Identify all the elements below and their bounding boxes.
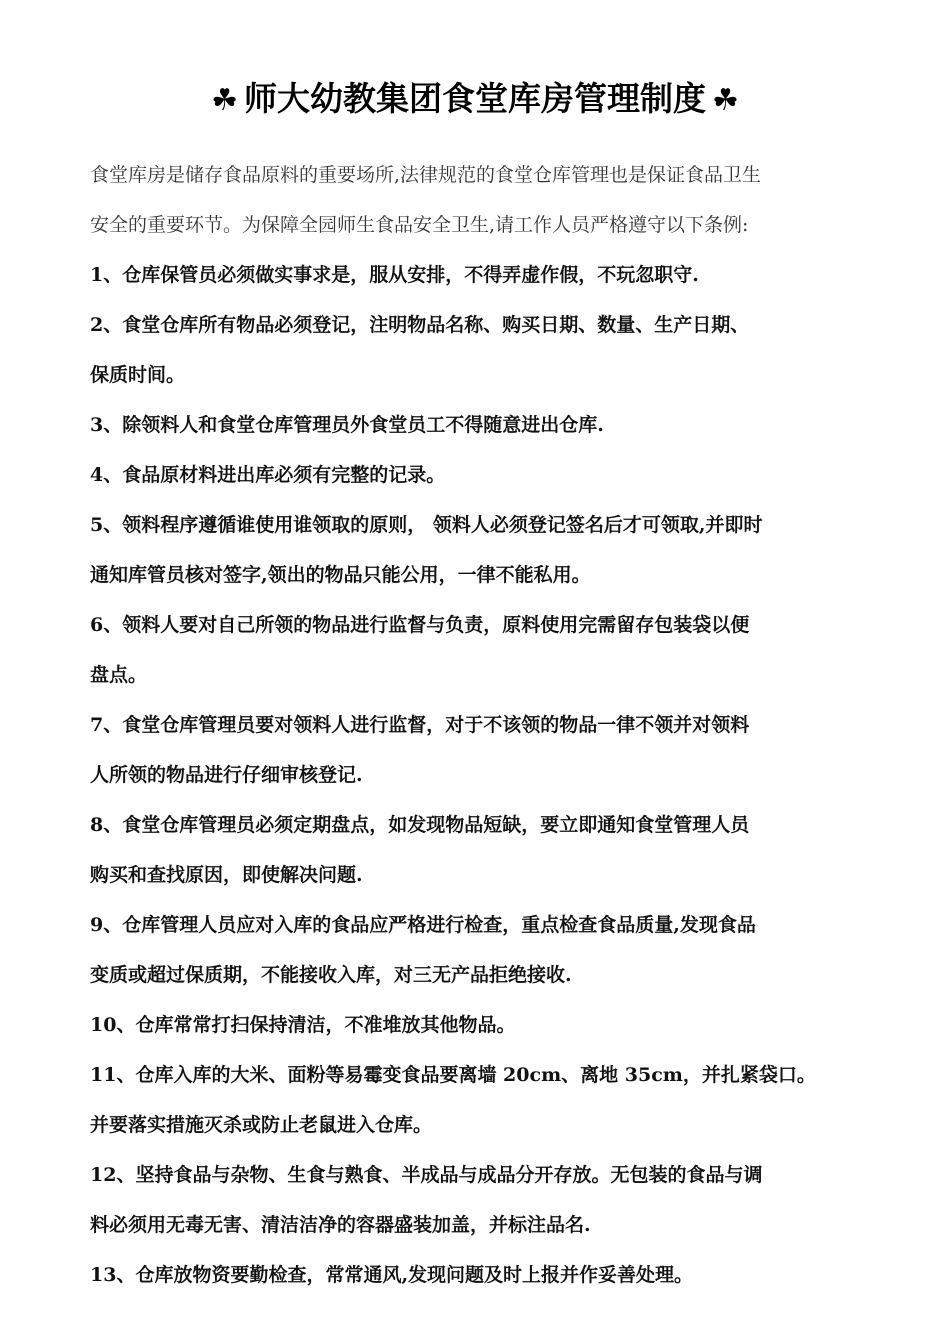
rule-line: 通知库管员核对签字,领出的物品只能公用，一律不能私用。 [90,564,591,586]
rule-line: 变质或超过保质期，不能接收入库，对三无产品拒绝接收. [90,964,572,986]
rule-line: 4、食品原材料进出库必须有完整的记录。 [90,464,446,486]
rule-item [90,800,890,900]
shamrock-icon: ☘ [712,83,739,118]
rule-line: 2、食堂仓库所有物品必须登记，注明物品名称、购买日期、数量、生产日期、 [90,314,750,336]
rule-item [90,500,890,600]
intro-line: 安全的重要环节。为保障全园师生食品安全卫生,请工作人员严格遵守以下条例: [90,214,749,236]
rule-item [90,1250,890,1300]
rule-item [90,900,890,1000]
rule-item [90,600,890,700]
rule-line: 5、领料程序遵循谁使用谁领取的原则， 领料人必须登记签名后才可领取,并即时 [90,514,763,536]
rule-line: 人所领的物品进行仔细审核登记. [90,764,363,786]
rule-line: 10、仓库常常打扫保持清洁，不准堆放其他物品。 [90,1014,516,1036]
rule-line: 1、仓库保管员必须做实事求是，服从安排，不得弄虚作假，不玩忽职守. [90,264,699,286]
rule-line: 保质时间。 [90,364,186,386]
rule-item [90,400,890,450]
document-body [90,150,890,1300]
rule-item [90,1050,890,1150]
rule-item [90,450,890,500]
shamrock-icon: ☘ [211,83,238,118]
rule-item [90,250,890,300]
rule-line: 3、除领料人和食堂仓库管理员外食堂员工不得随意进出仓库. [90,414,604,436]
rules-list [90,250,890,1300]
rule-line: 6、领料人要对自己所领的物品进行监督与负责，原料使用完需留存包装袋以便 [90,614,750,636]
rule-line: 料必须用无毒无害、清洁洁净的容器盛装加盖，并标注品名. [90,1214,591,1236]
rule-line: 7、食堂仓库管理员要对领料人进行监督，对于不该领的物品一律不领并对领料 [90,714,750,736]
rule-item [90,1150,890,1250]
rule-line: 8、食堂仓库管理员必须定期盘点，如发现物品短缺，要立即通知食堂管理人员 [90,814,750,836]
rule-item [90,1000,890,1050]
rule-line: 购买和查找原因，即使解决问题. [90,864,363,886]
rule-item [90,300,890,400]
rule-line: 盘点。 [90,664,148,686]
rule-line: 并要落实措施灭杀或防止老鼠进入仓库。 [90,1114,433,1136]
document-title [0,74,950,126]
rule-line: 9、仓库管理人员应对入库的食品应严格进行检查，重点检查食品质量,发现食品 [90,914,756,936]
title-text: 师大幼教集团食堂库房管理制度 [244,79,706,118]
rule-item [90,700,890,800]
rule-line: 11、仓库入库的大米、面粉等易霉变食品要离墙 20cm、离地 35cm，并扎紧袋口。 [90,1064,816,1086]
rule-line: 13、仓库放物资要勤检查，常常通风,发现问题及时上报并作妥善处理。 [90,1264,694,1286]
intro-line: 食堂库房是储存食品原料的重要场所,法律规范的食堂仓库管理也是保证食品卫生 [90,164,762,186]
intro-paragraph [90,150,890,250]
rule-line: 12、坚持食品与杂物、生食与熟食、半成品与成品分开存放。无包装的食品与调 [90,1164,763,1186]
